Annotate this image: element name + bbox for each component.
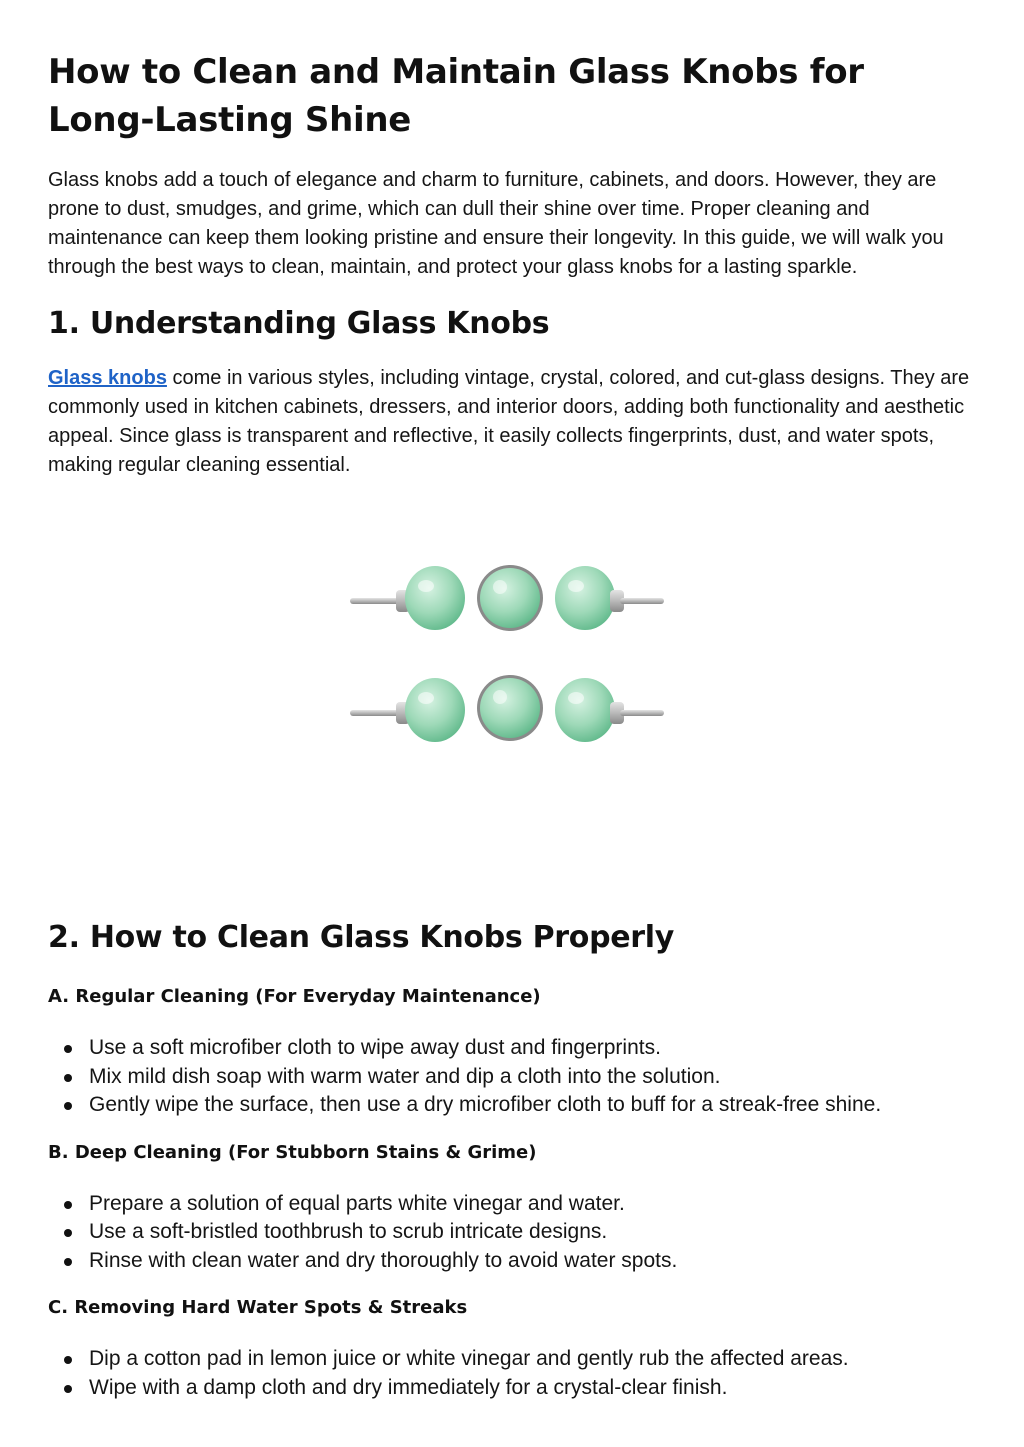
knob-right-row1 bbox=[555, 566, 664, 630]
section-1-text: come in various styles, including vintage, crystal, colored, and cut-glass designs. They are commonly used in kitchen cabinets, dressers, and interior doors, adding both functionality and aesthetic appeal. Since glass is transparent and reflective, it easily collects fingerprints, dust, and water spots, making regular cleaning essential. bbox=[48, 367, 970, 476]
knob-right-row2 bbox=[555, 678, 664, 742]
knob-center-row1 bbox=[477, 565, 543, 631]
page-title: How to Clean and Maintain Glass Knobs for Long-Lasting Shine bbox=[48, 52, 864, 140]
list-item: Prepare a solution of equal parts white vinegar and water. bbox=[48, 1190, 972, 1219]
list-item: Gently wipe the surface, then use a dry microfiber cloth to buff for a streak-free shine. bbox=[48, 1091, 972, 1120]
subsection-a-heading: A. Regular Cleaning (For Everyday Maintenance) bbox=[48, 986, 541, 1007]
subsection-c-list bbox=[48, 1345, 972, 1402]
intro-paragraph: Glass knobs add a touch of elegance and charm to furniture, cabinets, and doors. However, they are prone to dust, smudges, and grime, which can dull their shine over time. Proper cleaning and maintenance can keep them looking pristine and ensure their longevity. In this guide, we will walk you through the best ways to clean, maintain, and protect your glass knobs for a lasting sparkle. bbox=[48, 169, 944, 278]
subsection-a-list bbox=[48, 1034, 972, 1120]
section-1-paragraph bbox=[48, 364, 972, 480]
knob-center-row2 bbox=[477, 675, 543, 741]
list-item: Dip a cotton pad in lemon juice or white vinegar and gently rub the affected areas. bbox=[48, 1345, 972, 1374]
subsection-c-heading: C. Removing Hard Water Spots & Streaks bbox=[48, 1297, 468, 1318]
section-2-heading: 2. How to Clean Glass Knobs Properly bbox=[48, 920, 675, 955]
section-1-heading: 1. Understanding Glass Knobs bbox=[48, 306, 550, 341]
list-item: Rinse with clean water and dry thoroughly to avoid water spots. bbox=[48, 1247, 972, 1276]
subsection-b-heading: B. Deep Cleaning (For Stubborn Stains & Grime) bbox=[48, 1141, 537, 1163]
glass-knobs-link[interactable]: Glass knobs bbox=[48, 367, 167, 389]
glass-knobs-illustration bbox=[340, 550, 680, 750]
list-item: Use a soft microfiber cloth to wipe away dust and fingerprints. bbox=[48, 1034, 972, 1063]
knob-left-row1 bbox=[350, 566, 465, 630]
glass-knobs-image bbox=[340, 550, 680, 750]
list-item: Use a soft-bristled toothbrush to scrub intricate designs. bbox=[48, 1218, 972, 1247]
subsection-b-list bbox=[48, 1190, 972, 1276]
list-item: Mix mild dish soap with warm water and dip a cloth into the solution. bbox=[48, 1063, 972, 1092]
list-item: Wipe with a damp cloth and dry immediately for a crystal-clear finish. bbox=[48, 1374, 972, 1403]
knob-left-row2 bbox=[350, 678, 465, 742]
